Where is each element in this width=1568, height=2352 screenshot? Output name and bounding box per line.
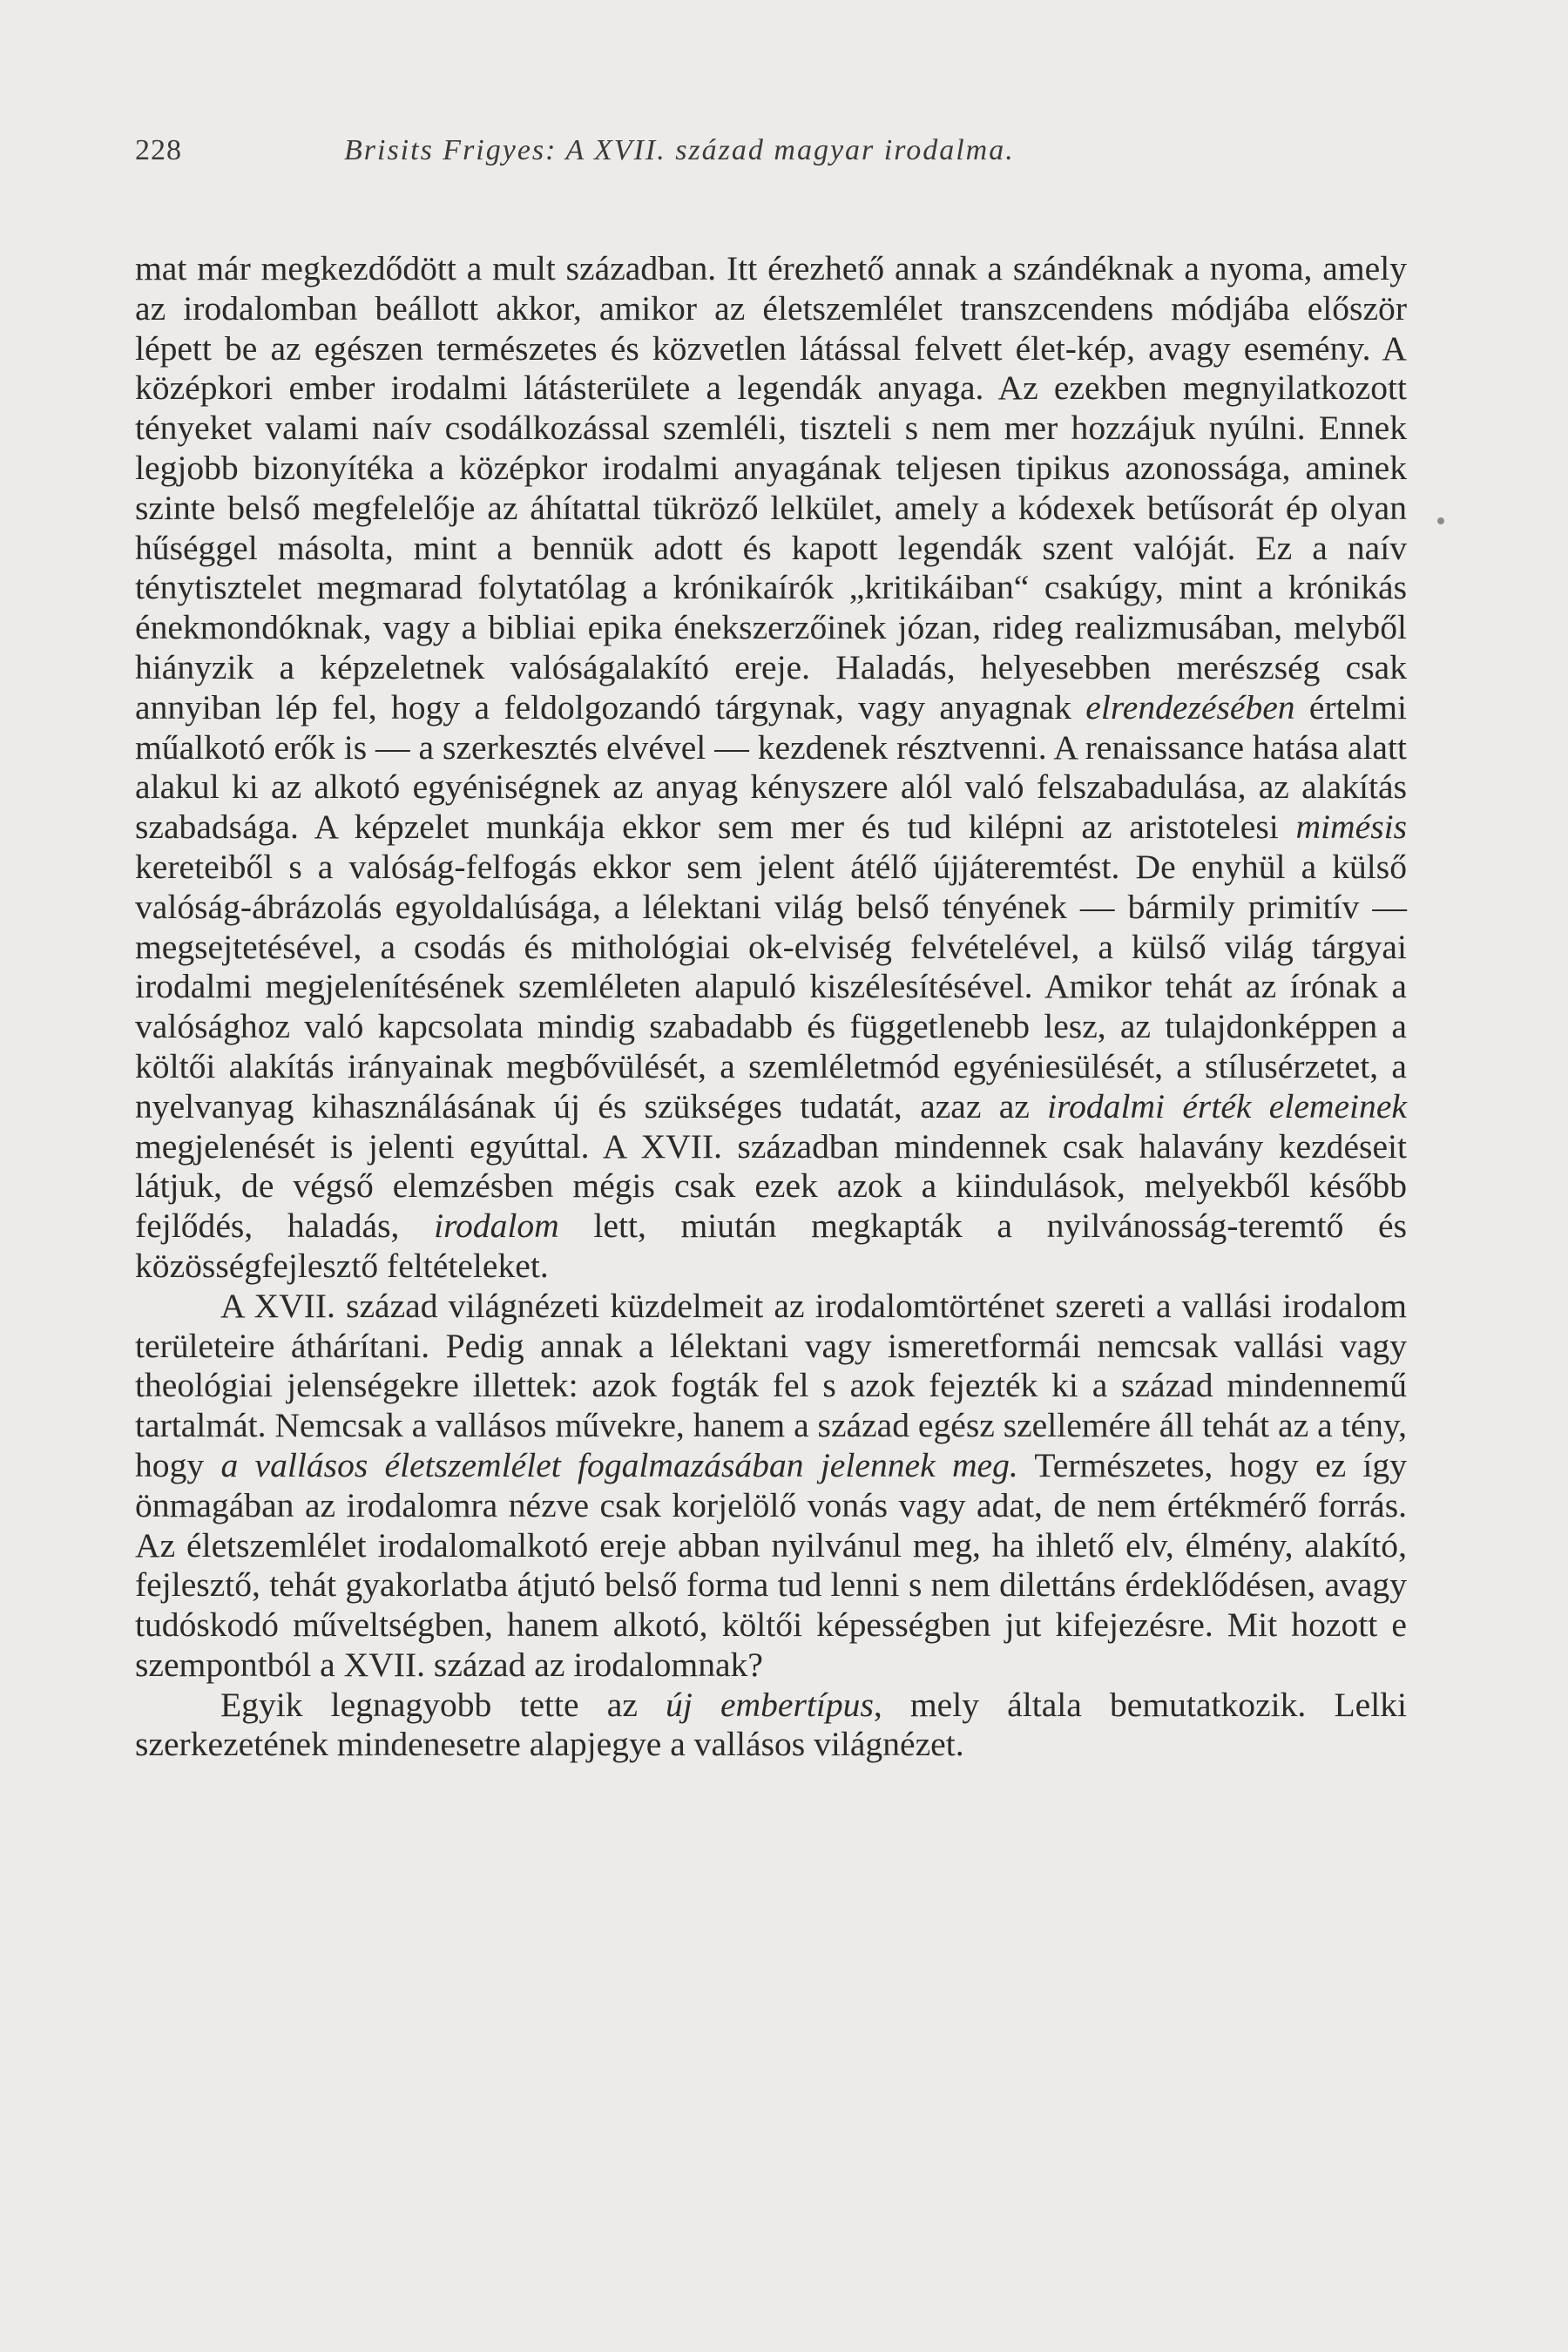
text-segment: Egyik legnagyobb tette az xyxy=(220,1685,666,1724)
text-segment: , mely általa bemutatkozik. Lelki szerkezetének mindenesetre alapjegye a vallásos világnézet. xyxy=(135,1685,1408,1764)
page-number: 228 xyxy=(135,134,182,166)
italic-text: a vallásos életszemlélet fogalmazásában jelennek meg. xyxy=(220,1445,1018,1484)
text-segment: lett, miután megkapták a nyilvánosság-teremtő és közösségfejlesztő feltételeket. xyxy=(135,1206,1407,1285)
paragraph xyxy=(135,1287,1407,1686)
text-segment: A XVII. század világnézeti küzdelmeit az irodalomtörténet szereti a vallási irodalom területeire áthárítani. Pedig annak a lélektani vagy ismeretformái nemcsak vallási vagy theológiai jelenségekre illettek: azok fogták fel s azok fejezték ki a század mindennemű tartalmát. Nemcsak a vallásos művekre, hanem a század egész szellemére áll tehát az a tény, hogy xyxy=(135,1286,1408,1484)
page-header xyxy=(135,129,1407,172)
italic-text: irodalmi érték elemeinek xyxy=(1047,1086,1407,1125)
text-segment: értelmi műalkotó erők is — a szerkesztés elvével — kezdenek résztvenni. A renaissance hatása alatt alakul ki az alkotó egyéniségnek az anyag kényszere alól való felszabadulása, az alakítás szabadsága. A képzelet munkája ekkor sem mer és tud kilépni az aristotelesi xyxy=(135,687,1407,847)
print-speck xyxy=(1437,517,1444,524)
paragraph xyxy=(135,249,1407,1287)
text-segment: mat már megkezdődött a mult században. Itt érezhető annak a szándéknak a nyoma, amely az irodalomban beállott akkor, amikor az életszemlélet transzcendens módjába először lépett be az egészen természetes és közvetlen látással felvett élet-kép, avagy esemény. A középkori ember irodalmi látásterülete a legendák anyaga. Az ezekben megnyilatkozott tényeket valami naív csodálkozással szemléli, tiszteli s nem mer hozzájuk nyúlni. Ennek legjobb bizonyítéka a középkor irodalmi anyagának teljesen tipikus azonossága, aminek szinte belső megfelelője az áhítattal tükröző lelkület, amely a kódexek betűsorát ép olyan hűséggel másolta, mint a bennük adott és kapott legendák szent valóját. Ez a naív ténytisztelet megmarad folytatólag a krónikaírók „kritikáiban“ csakúgy, mint a krónikás énekmondóknak, vagy a bibliai epika énekszerzőinek józan, rideg realizmusában, melyből hiányzik a képzeletnek valóságalakító ereje. Haladás, helyesebben merészség csak annyiban lép fel, hogy a feldolgozandó tárgynak, vagy anyagnak xyxy=(135,249,1407,727)
italic-text: elrendezésében xyxy=(1085,687,1295,727)
paragraph xyxy=(135,1686,1407,1766)
italic-text: irodalom xyxy=(434,1206,559,1246)
running-title: Brisits Frigyes: A XVII. század magyar irodalma. xyxy=(344,134,1015,166)
body-text xyxy=(135,249,1407,1765)
italic-text: új embertípus xyxy=(666,1685,874,1724)
italic-text: mimésis xyxy=(1295,808,1407,847)
text-segment: Természetes, hogy ez így önmagában az irodalomra nézve csak korjelölő vonás vagy adat, de nem értékmérő forrás. Az életszemlélet irodalomalkotó ereje abban nyilvánul meg, ha ihlető elv, élmény, alakító, fejlesztő, tehát gyakorlatba átjutó belső forma tud lenni s nem dilettáns érdeklődésen, avagy tudóskodó műveltségben, hanem alkotó, költői képességben jut kifejezésre. Mit hozott e szempontból a XVII. század az irodalomnak? xyxy=(135,1445,1407,1684)
text-segment: kereteiből s a valóság-felfogás ekkor sem jelent átélő újjáteremtést. De enyhül a külső valóság-ábrázolás egyoldalúsága, a lélektani világ belső tényének — bármily primitív — megsejtetésével, a csodás és mithológiai ok-elviség felvételével, a külső világ tárgyai irodalmi megjelenítésének szemléleten alapuló kiszélesítésével. Amikor tehát az írónak a valósághoz való kapcsolata mindig szabadabb és függetlenebb lesz, az tulajdonképpen a költői alakítás irányainak megbővülését, a szemléletmód egyéniesülését, a stílusérzetet, a nyelvanyag kihasználásának új és szükséges tudatát, azaz az xyxy=(135,847,1407,1125)
text-segment: megjelenését is jelenti egyúttal. A XVII. században mindennek csak halavány kezdéseit látjuk, de végső elemzésben mégis csak ezek azok a kiindulások, melyekből később fejlődés, haladás, xyxy=(135,1126,1407,1246)
